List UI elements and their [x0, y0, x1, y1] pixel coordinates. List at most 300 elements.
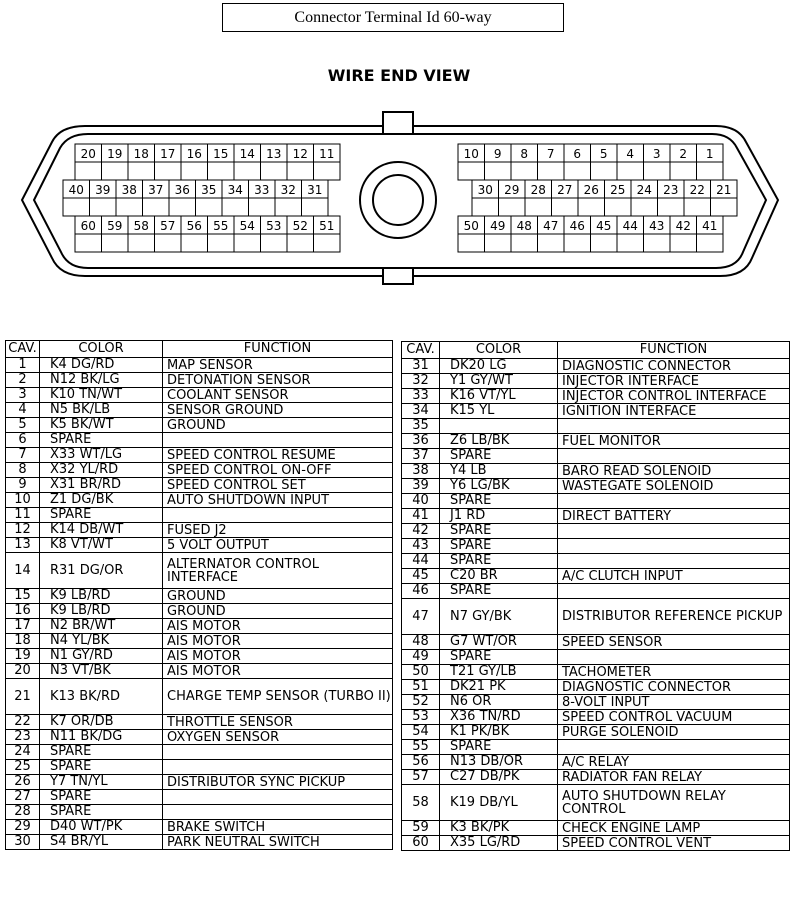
cav-cell: 46 [402, 584, 440, 599]
color-cell: R31 DG/OR [40, 553, 163, 589]
table-row [402, 419, 790, 434]
table-row [402, 464, 790, 479]
color-cell: N7 GY/BK [440, 599, 558, 635]
pin-number-label: 35 [201, 183, 217, 197]
cav-cell: 60 [402, 836, 440, 851]
cav-cell: 3 [6, 388, 40, 403]
pin-number-label: 45 [596, 219, 612, 233]
pin-number-label: 41 [702, 219, 718, 233]
color-cell: SPARE [440, 650, 558, 665]
pin-number-label: 18 [133, 147, 149, 161]
color-cell: K9 LB/RD [40, 604, 163, 619]
cav-cell: 55 [402, 740, 440, 755]
table-row [402, 359, 790, 374]
function-cell: AIS MOTOR [163, 634, 393, 649]
color-cell: SPARE [40, 433, 163, 448]
color-cell: X31 BR/RD [40, 478, 163, 493]
function-cell: AIS MOTOR [163, 664, 393, 679]
cav-cell: 37 [402, 449, 440, 464]
color-cell: K19 DB/YL [440, 785, 558, 821]
color-cell: SPARE [440, 494, 558, 509]
function-cell: DISTRIBUTOR REFERENCE PICKUP [558, 599, 790, 635]
cav-cell: 36 [402, 434, 440, 449]
pin-number-label: 11 [319, 147, 335, 161]
table-row [402, 434, 790, 449]
pin-number-label: 23 [663, 183, 679, 197]
table-row [402, 449, 790, 464]
pin-number-label: 37 [148, 183, 164, 197]
table-row [402, 404, 790, 419]
table-row [402, 494, 790, 509]
function-cell: SENSOR GROUND [163, 403, 393, 418]
pin-number-label: 39 [95, 183, 111, 197]
cav-cell: 44 [402, 554, 440, 569]
pin-number-label: 27 [557, 183, 573, 197]
pin-number-label: 44 [622, 219, 638, 233]
function-cell [163, 508, 393, 523]
pin-number-label: 48 [516, 219, 532, 233]
color-cell: C20 BR [440, 569, 558, 584]
cav-cell: 32 [402, 374, 440, 389]
cav-cell: 58 [402, 785, 440, 821]
color-cell: N4 YL/BK [40, 634, 163, 649]
cav-cell: 2 [6, 373, 40, 388]
function-cell: AIS MOTOR [163, 619, 393, 634]
color-cell: K9 LB/RD [40, 589, 163, 604]
pin-number-label: 14 [239, 147, 255, 161]
function-cell: DIAGNOSTIC CONNECTOR [558, 680, 790, 695]
color-cell: Z1 DG/BK [40, 493, 163, 508]
connector-bottom-key [383, 268, 413, 284]
pin-number-label: 42 [675, 219, 691, 233]
color-cell: K5 BK/WT [40, 418, 163, 433]
color-cell: N12 BK/LG [40, 373, 163, 388]
table-row [6, 604, 393, 619]
table-row [402, 539, 790, 554]
table-row [6, 388, 393, 403]
cav-cell: 22 [6, 715, 40, 730]
color-cell: X32 YL/RD [40, 463, 163, 478]
function-cell: SPEED CONTROL ON-OFF [163, 463, 393, 478]
function-cell [558, 554, 790, 569]
table-row [6, 820, 393, 835]
cav-cell: 50 [402, 665, 440, 680]
cav-cell: 8 [6, 463, 40, 478]
color-cell: N13 DB/OR [440, 755, 558, 770]
color-cell: D40 WT/PK [40, 820, 163, 835]
table-row [402, 584, 790, 599]
pin-number-label: 31 [307, 183, 323, 197]
color-cell: X36 TN/RD [440, 710, 558, 725]
color-header: COLOR [40, 341, 163, 358]
cav-cell: 59 [402, 821, 440, 836]
pin-number-label: 6 [573, 147, 582, 161]
cav-cell: 39 [402, 479, 440, 494]
function-cell: GROUND [163, 604, 393, 619]
pin-number-label: 21 [716, 183, 732, 197]
table-row [6, 538, 393, 553]
pin-number-label: 26 [583, 183, 599, 197]
pin-number-label: 58 [133, 219, 149, 233]
pinout-table-left [5, 340, 393, 850]
function-cell: SPEED SENSOR [558, 635, 790, 650]
cav-cell: 31 [402, 359, 440, 374]
color-cell: N1 GY/RD [40, 649, 163, 664]
cav-cell: 10 [6, 493, 40, 508]
table-row [402, 374, 790, 389]
cav-header: CAV. [6, 341, 40, 358]
table-row [402, 599, 790, 635]
color-cell: SPARE [440, 740, 558, 755]
color-cell: N3 VT/BK [40, 664, 163, 679]
cav-cell: 51 [402, 680, 440, 695]
table-header-row [6, 341, 393, 358]
pin-number-label: 5 [599, 147, 608, 161]
pin-number-label: 32 [280, 183, 296, 197]
pin-number-label: 2 [679, 147, 688, 161]
color-cell: T21 GY/LB [440, 665, 558, 680]
color-cell: K10 TN/WT [40, 388, 163, 403]
cav-cell: 16 [6, 604, 40, 619]
table-row [6, 418, 393, 433]
color-cell: SPARE [440, 449, 558, 464]
cav-cell: 28 [6, 805, 40, 820]
cav-cell: 48 [402, 635, 440, 650]
pin-number-label: 46 [569, 219, 585, 233]
color-cell: J1 RD [440, 509, 558, 524]
table-row [6, 523, 393, 538]
function-cell: A/C RELAY [558, 755, 790, 770]
function-cell: COOLANT SENSOR [163, 388, 393, 403]
function-header: FUNCTION [558, 342, 790, 359]
pin-number-label: 43 [649, 219, 665, 233]
table-row [6, 775, 393, 790]
function-cell: DETONATION SENSOR [163, 373, 393, 388]
cav-cell: 23 [6, 730, 40, 745]
cav-cell: 5 [6, 418, 40, 433]
color-cell: G7 WT/OR [440, 635, 558, 650]
pin-number-label: 22 [689, 183, 705, 197]
table-row [6, 679, 393, 715]
function-cell [558, 539, 790, 554]
function-cell: INJECTOR CONTROL INTERFACE [558, 389, 790, 404]
cav-cell: 9 [6, 478, 40, 493]
cav-cell: 7 [6, 448, 40, 463]
pin-number-label: 47 [543, 219, 559, 233]
pin-number-label: 60 [80, 219, 96, 233]
table-row [6, 745, 393, 760]
wire-end-view-label: WIRE END VIEW [327, 66, 471, 85]
connector-diagram [0, 100, 798, 290]
color-cell: Y6 LG/BK [440, 479, 558, 494]
function-cell: DISTRIBUTOR SYNC PICKUP [163, 775, 393, 790]
function-cell: TACHOMETER [558, 665, 790, 680]
pin-number-label: 30 [477, 183, 493, 197]
function-cell [558, 524, 790, 539]
color-cell: SPARE [40, 790, 163, 805]
cav-cell: 1 [6, 358, 40, 373]
table-row [6, 619, 393, 634]
pin-number-label: 40 [68, 183, 84, 197]
pin-number-label: 49 [490, 219, 506, 233]
function-cell [163, 760, 393, 775]
pin-number-label: 50 [463, 219, 479, 233]
color-cell: DK21 PK [440, 680, 558, 695]
table-row [6, 373, 393, 388]
cav-cell: 11 [6, 508, 40, 523]
color-cell: K8 VT/WT [40, 538, 163, 553]
pin-number-label: 28 [530, 183, 546, 197]
cav-cell: 38 [402, 464, 440, 479]
table-row [6, 790, 393, 805]
color-cell: N6 OR [440, 695, 558, 710]
function-cell: CHECK ENGINE LAMP [558, 821, 790, 836]
pin-number-label: 56 [186, 219, 202, 233]
table-row [402, 569, 790, 584]
cav-cell: 21 [6, 679, 40, 715]
pin-number-label: 52 [292, 219, 308, 233]
table-row [6, 760, 393, 775]
pin-number-label: 15 [213, 147, 229, 161]
pin-number-label: 55 [213, 219, 229, 233]
cav-cell: 57 [402, 770, 440, 785]
table-row [402, 785, 790, 821]
color-cell: K7 OR/DB [40, 715, 163, 730]
function-cell: WASTEGATE SOLENOID [558, 479, 790, 494]
function-cell: ALTERNATOR CONTROL INTERFACE [163, 553, 393, 589]
pin-number-label: 24 [636, 183, 652, 197]
color-cell: Y4 LB [440, 464, 558, 479]
function-cell [163, 745, 393, 760]
cav-cell: 24 [6, 745, 40, 760]
function-cell [163, 433, 393, 448]
cav-cell: 52 [402, 695, 440, 710]
table-row [402, 665, 790, 680]
function-cell [558, 419, 790, 434]
table-row [6, 478, 393, 493]
color-cell: K14 DB/WT [40, 523, 163, 538]
pin-number-label: 3 [652, 147, 661, 161]
function-cell: RADIATOR FAN RELAY [558, 770, 790, 785]
table-row [6, 508, 393, 523]
pin-number-label: 54 [239, 219, 255, 233]
cav-cell: 13 [6, 538, 40, 553]
cav-cell: 14 [6, 553, 40, 589]
color-cell: SPARE [40, 805, 163, 820]
table-header-row [402, 342, 790, 359]
function-cell: AUTO SHUTDOWN INPUT [163, 493, 393, 508]
pin-number-label: 12 [292, 147, 308, 161]
function-cell [558, 650, 790, 665]
table-row [402, 554, 790, 569]
table-row [6, 448, 393, 463]
table-row [6, 730, 393, 745]
color-cell [440, 419, 558, 434]
function-cell: SPEED CONTROL VENT [558, 836, 790, 851]
table-row [402, 755, 790, 770]
cav-cell: 25 [6, 760, 40, 775]
color-cell: Y1 GY/WT [440, 374, 558, 389]
color-cell: X33 WT/LG [40, 448, 163, 463]
table-row [6, 358, 393, 373]
cav-cell: 27 [6, 790, 40, 805]
cav-cell: 43 [402, 539, 440, 554]
table-row [402, 740, 790, 755]
pin-number-label: 57 [160, 219, 176, 233]
cav-cell: 19 [6, 649, 40, 664]
pin-number-label: 17 [160, 147, 176, 161]
color-header: COLOR [440, 342, 558, 359]
cav-cell: 20 [6, 664, 40, 679]
function-cell: SPEED CONTROL RESUME [163, 448, 393, 463]
pin-number-label: 51 [319, 219, 335, 233]
pin-number-label: 38 [121, 183, 137, 197]
cav-cell: 33 [402, 389, 440, 404]
connector-top-key [383, 112, 413, 134]
table-row [402, 695, 790, 710]
cav-cell: 15 [6, 589, 40, 604]
table-row [6, 433, 393, 448]
function-cell: SPEED CONTROL SET [163, 478, 393, 493]
cav-cell: 40 [402, 494, 440, 509]
pin-number-label: 25 [610, 183, 626, 197]
function-cell: GROUND [163, 589, 393, 604]
function-cell: PURGE SOLENOID [558, 725, 790, 740]
pinout-table-right [401, 341, 790, 851]
cav-cell: 30 [6, 835, 40, 850]
cav-cell: 34 [402, 404, 440, 419]
function-cell [558, 494, 790, 509]
pin-number-label: 10 [463, 147, 479, 161]
function-header: FUNCTION [163, 341, 393, 358]
cav-cell: 47 [402, 599, 440, 635]
function-cell: AIS MOTOR [163, 649, 393, 664]
pin-number-label: 4 [626, 147, 635, 161]
table-row [402, 836, 790, 851]
table-row [402, 680, 790, 695]
cav-cell: 35 [402, 419, 440, 434]
pin-number-label: 33 [254, 183, 270, 197]
table-row [402, 710, 790, 725]
cav-cell: 6 [6, 433, 40, 448]
cav-cell: 29 [6, 820, 40, 835]
function-cell: BARO READ SOLENOID [558, 464, 790, 479]
color-cell: SPARE [40, 760, 163, 775]
table-row [402, 821, 790, 836]
pin-number-label: 8 [520, 147, 529, 161]
color-cell: K4 DG/RD [40, 358, 163, 373]
function-cell [163, 790, 393, 805]
cav-cell: 12 [6, 523, 40, 538]
function-cell: PARK NEUTRAL SWITCH [163, 835, 393, 850]
pin-number-label: 9 [493, 147, 502, 161]
color-cell: K13 BK/RD [40, 679, 163, 715]
function-cell: A/C CLUTCH INPUT [558, 569, 790, 584]
color-cell: N2 BR/WT [40, 619, 163, 634]
function-cell: DIRECT BATTERY [558, 509, 790, 524]
function-cell: AUTO SHUTDOWN RELAY CONTROL [558, 785, 790, 821]
pin-number-label: 19 [107, 147, 123, 161]
table-row [402, 770, 790, 785]
pin-number-label: 13 [266, 147, 282, 161]
pin-number-label: 20 [80, 147, 96, 161]
color-cell: C27 DB/PK [440, 770, 558, 785]
table-row [6, 553, 393, 589]
color-cell: Z6 LB/BK [440, 434, 558, 449]
cav-cell: 49 [402, 650, 440, 665]
cav-cell: 41 [402, 509, 440, 524]
function-cell: 5 VOLT OUTPUT [163, 538, 393, 553]
table-row [6, 634, 393, 649]
cav-header: CAV. [402, 342, 440, 359]
color-cell: SPARE [40, 745, 163, 760]
cav-cell: 17 [6, 619, 40, 634]
cav-cell: 53 [402, 710, 440, 725]
function-cell [558, 740, 790, 755]
color-cell: SPARE [440, 539, 558, 554]
table-row [402, 389, 790, 404]
table-row [402, 524, 790, 539]
color-cell: S4 BR/YL [40, 835, 163, 850]
cav-cell: 56 [402, 755, 440, 770]
color-cell: SPARE [440, 524, 558, 539]
pin-number-label: 53 [266, 219, 282, 233]
color-cell: N5 BK/LB [40, 403, 163, 418]
color-cell: K16 VT/YL [440, 389, 558, 404]
color-cell: SPARE [440, 554, 558, 569]
pin-number-label: 1 [705, 147, 714, 161]
pin-number-label: 59 [107, 219, 123, 233]
table-row [6, 403, 393, 418]
color-cell: K1 PK/BK [440, 725, 558, 740]
function-cell [558, 449, 790, 464]
function-cell: FUEL MONITOR [558, 434, 790, 449]
pin-number-label: 29 [504, 183, 520, 197]
color-cell: N11 BK/DG [40, 730, 163, 745]
function-cell: BRAKE SWITCH [163, 820, 393, 835]
function-cell: 8-VOLT INPUT [558, 695, 790, 710]
function-cell: GROUND [163, 418, 393, 433]
pin-number-label: 34 [227, 183, 243, 197]
pin-number-label: 16 [186, 147, 202, 161]
function-cell: FUSED J2 [163, 523, 393, 538]
color-cell: X35 LG/RD [440, 836, 558, 851]
table-row [6, 589, 393, 604]
function-cell: OXYGEN SENSOR [163, 730, 393, 745]
color-cell: DK20 LG [440, 359, 558, 374]
connector-center-ring-inner [373, 175, 423, 225]
table-row [402, 725, 790, 740]
cav-cell: 54 [402, 725, 440, 740]
table-row [6, 493, 393, 508]
cav-cell: 42 [402, 524, 440, 539]
function-cell [163, 805, 393, 820]
function-cell: THROTTLE SENSOR [163, 715, 393, 730]
table-row [6, 463, 393, 478]
table-row [402, 479, 790, 494]
table-row [6, 835, 393, 850]
color-cell: SPARE [40, 508, 163, 523]
table-row [402, 509, 790, 524]
table-row [6, 664, 393, 679]
function-cell [558, 584, 790, 599]
function-cell: CHARGE TEMP SENSOR (TURBO II) [163, 679, 393, 715]
color-cell: Y7 TN/YL [40, 775, 163, 790]
function-cell: DIAGNOSTIC CONNECTOR [558, 359, 790, 374]
cav-cell: 26 [6, 775, 40, 790]
table-row [402, 635, 790, 650]
color-cell: K3 BK/PK [440, 821, 558, 836]
